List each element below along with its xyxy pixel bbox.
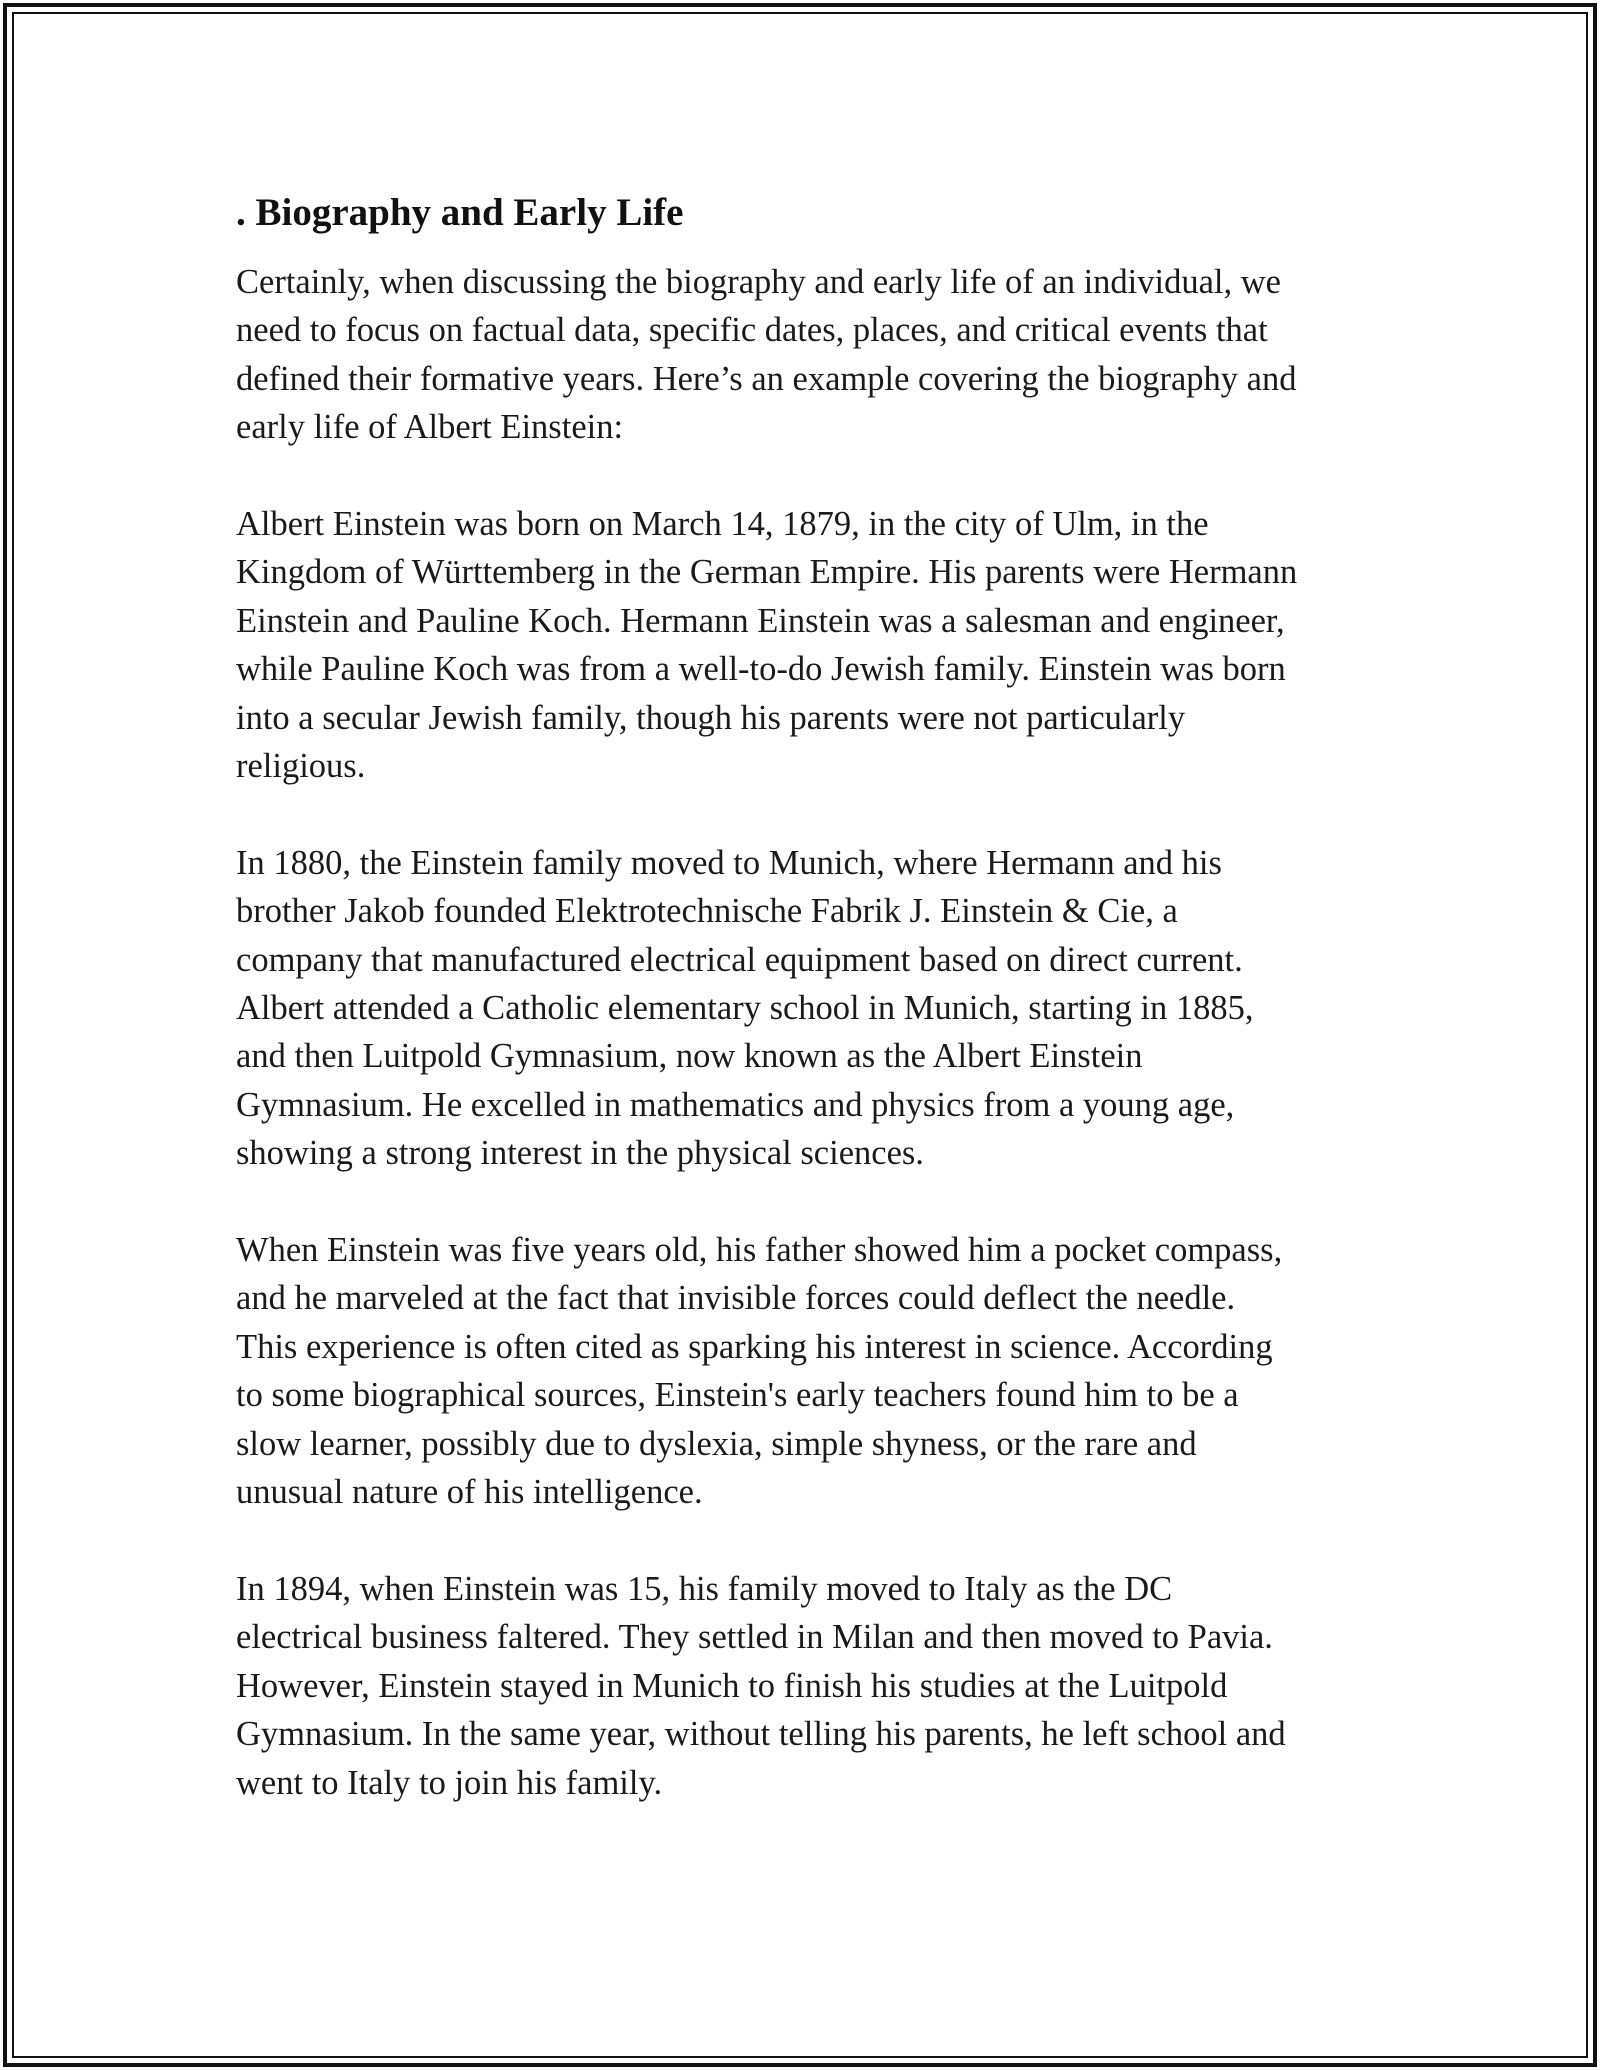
text-line: This experience is often cited as sparking his interest in science. According — [236, 1327, 1273, 1366]
text-line: need to focus on factual data, specific dates, places, and critical events that — [236, 311, 1268, 350]
text-line: In 1880, the Einstein family moved to Munich, where Hermann and his — [236, 843, 1222, 882]
text-line: went to Italy to join his family. — [236, 1763, 663, 1802]
text-line: showing a strong interest in the physical sciences. — [236, 1134, 924, 1173]
text-line: early life of Albert Einstein: — [236, 408, 624, 447]
text-line: to some biographical sources, Einstein's early teachers found him to be a — [236, 1376, 1239, 1415]
text-line: and he marveled at the fact that invisible forces could deflect the needle. — [236, 1279, 1236, 1318]
text-line: defined their formative years. Here’s an example covering the biography and — [236, 359, 1297, 398]
text-line: In 1894, when Einstein was 15, his family moved to Italy as the DC — [236, 1569, 1173, 1608]
text-line: brother Jakob founded Elektrotechnische Fabrik J. Einstein & Cie, a — [236, 892, 1178, 931]
section-heading: . Biography and Early Life — [236, 191, 684, 234]
text-line: Certainly, when discussing the biography and early life of an individual, we — [236, 263, 1281, 301]
paragraph-birth — [236, 500, 1386, 790]
text-line: electrical business faltered. They settled in Milan and then moved to Pavia. — [236, 1618, 1273, 1657]
text-line: slow learner, possibly due to dyslexia, simple shyness, or the rare and — [236, 1424, 1197, 1463]
paragraph-munich — [236, 839, 1386, 1178]
text-line: into a secular Jewish family, though his parents were not particularly — [236, 698, 1186, 737]
text-line: Kingdom of Württemberg in the German Empire. His parents were Hermann — [236, 553, 1298, 592]
text-line: Albert Einstein was born on March 14, 1879, in the city of Ulm, in the — [236, 505, 1209, 544]
text-line: and then Luitpold Gymnasium, now known as the Albert Einstein — [236, 1037, 1143, 1076]
text-line: religious. — [236, 747, 366, 786]
paragraph-italy — [236, 1565, 1386, 1807]
text-line: Einstein and Pauline Koch. Hermann Einstein was a salesman and engineer, — [236, 601, 1285, 640]
text-line: When Einstein was five years old, his father showed him a pocket compass, — [236, 1231, 1283, 1270]
document-body — [236, 186, 1386, 1855]
paragraph-intro — [236, 258, 1386, 452]
text-line: Gymnasium. He excelled in mathematics and physics from a young age, — [236, 1085, 1235, 1124]
text-line: while Pauline Koch was from a well-to-do Jewish family. Einstein was born — [236, 650, 1286, 689]
text-line: However, Einstein stayed in Munich to finish his studies at the Luitpold — [236, 1666, 1228, 1705]
paragraph-compass — [236, 1226, 1386, 1516]
text-line: Gymnasium. In the same year, without telling his parents, he left school and — [236, 1715, 1286, 1754]
text-line: unusual nature of his intelligence. — [236, 1473, 703, 1512]
text-line: company that manufactured electrical equipment based on direct current. — [236, 940, 1243, 979]
text-line: Albert attended a Catholic elementary school in Munich, starting in 1885, — [236, 989, 1254, 1028]
